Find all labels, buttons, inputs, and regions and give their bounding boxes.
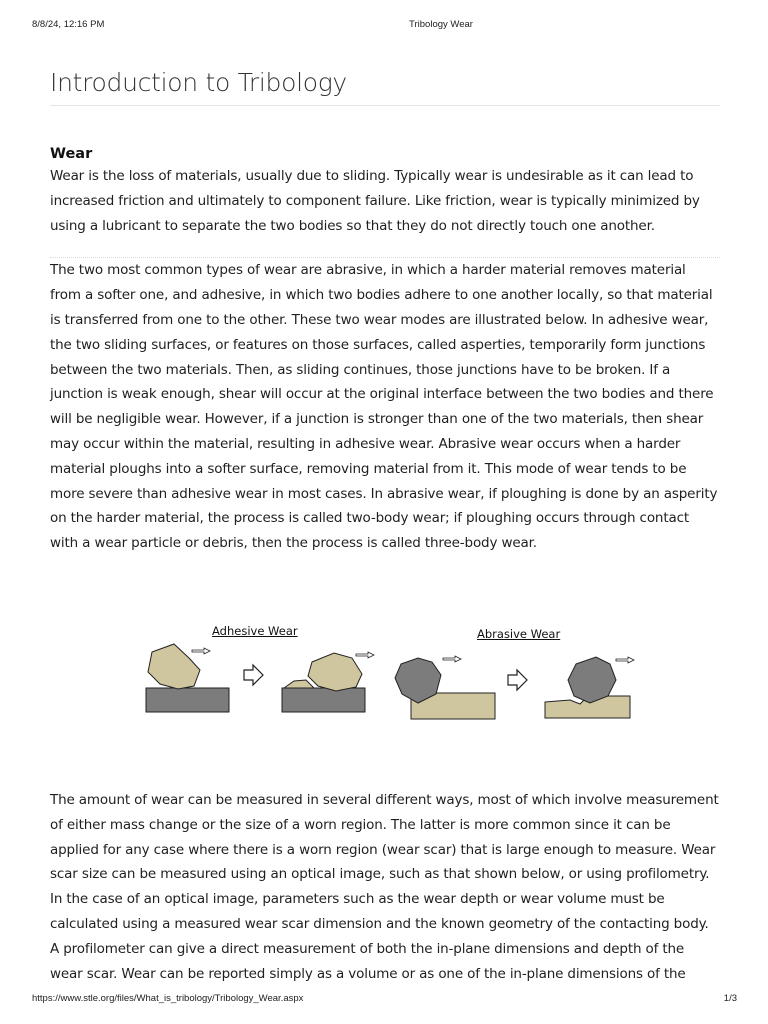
transition-arrow-adhesive bbox=[244, 665, 263, 685]
sliding-arrow-2 bbox=[356, 652, 374, 658]
print-document-title: Tribology Wear bbox=[409, 19, 473, 30]
section-heading-wear: Wear bbox=[50, 146, 93, 162]
print-header bbox=[0, 19, 768, 33]
sliding-arrow-3 bbox=[443, 656, 461, 662]
transition-arrow-abrasive bbox=[508, 670, 527, 690]
adhesive-hard-base-before bbox=[146, 688, 229, 712]
adhesive-wear-label: Adhesive Wear bbox=[212, 624, 298, 638]
page-title: Introduction to Tribology bbox=[50, 66, 720, 106]
wear-modes-illustration bbox=[140, 620, 640, 720]
abrasive-wear-label: Abrasive Wear bbox=[477, 627, 561, 641]
sliding-arrow-4 bbox=[616, 657, 634, 663]
paragraph-wear-types: The two most common types of wear are abrasive, in which a harder material removes material from a softer one, and adhesive, in which two bodies adhere to one another locally, so that material is transferred from one to the other. These two wear modes are illustrated below. In adhesive wear, the two sliding surfaces, or features on those surfaces, called asperties, temporarily form junctions between the two materials. Then, as sliding continues, those junctions have to be broken. If a junction is weak enough, shear will occur at the original interface between the two bodies and there will be negligible wear. However, if a junction is stronger than one of the two materials, then shear may occur within the material, resulting in adhesive wear. Abrasive wear occurs when a harder material ploughs into a softer surface, removing material from it. This mode of wear tends to be more severe than adhesive wear in most cases. In abrasive wear, if ploughing is done by an asperity on the harder material, the process is called two-body wear; if ploughing occurs through contact with a wear particle or debris, then the process is called three-body wear. bbox=[50, 262, 718, 552]
sliding-arrow-1 bbox=[192, 648, 210, 654]
adhesive-hard-base-after bbox=[282, 688, 365, 712]
transferred-material bbox=[284, 680, 314, 688]
article bbox=[50, 66, 720, 556]
paragraph-wear-definition: Wear is the loss of materials, usually due to sliding. Typically wear is undesirable as it can lead to increased friction and ultimately to component failure. Like friction, wear is typically minimized by using a lubricant to separate the two bodies so that they do not directly touch one another. bbox=[50, 168, 700, 234]
wear-modes-figure bbox=[140, 620, 640, 720]
adhesive-soft-body-after bbox=[308, 653, 362, 691]
print-datetime: 8/8/24, 12:16 PM bbox=[32, 19, 105, 30]
paragraph-wear-measurement: The amount of wear can be measured in several different ways, most of which involve measurement of either mass change or the size of a worn region. The latter is more common since it can be applied for any case where there is a worn region (wear scar) that is large enough to measure. Wear scar size can be measured using an optical image, such as that shown below, or using profilometry. In the case of an optical image, parameters such as the wear depth or wear volume must be calculated using a measured wear scar dimension and the known geometry of the contacting body. A profilometer can give a direct measurement of both the in-plane dimensions and depth of the wear scar. Wear can be reported simply as a volume or as one of the in-plane dimensions of the bbox=[50, 792, 719, 982]
print-footer bbox=[0, 993, 768, 1007]
page-number: 1/3 bbox=[723, 993, 737, 1004]
print-url: https://www.stle.org/files/What_is_tribology/Tribology_Wear.aspx bbox=[32, 993, 304, 1004]
